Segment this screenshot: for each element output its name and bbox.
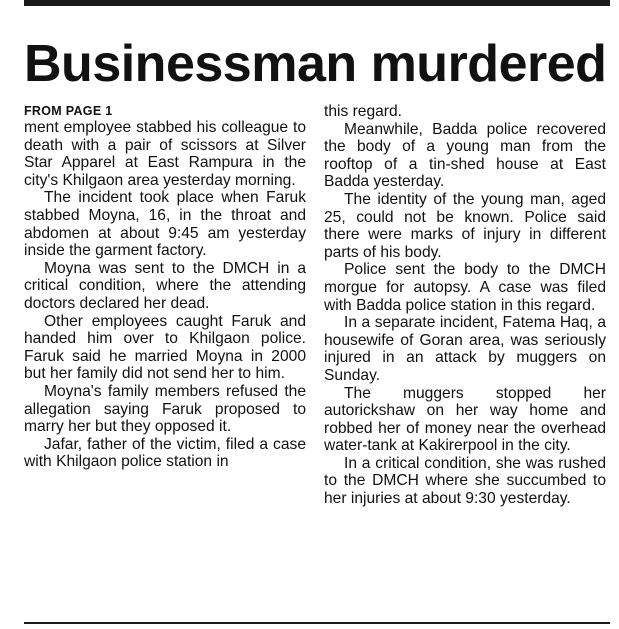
paragraph: The incident took place when Faruk stabbed Moyna, 16, in the throat and abdomen at about 9:45 am yesterday inside the garment factory. <box>24 189 306 260</box>
paragraph: The identity of the young man, aged 25, could not be known. Police said there were marks of injury in different parts of his body. <box>324 190 606 261</box>
paragraph: Jafar, father of the victim, filed a case with Khilgaon police station in <box>24 435 306 471</box>
paragraph: this regard. <box>324 103 403 120</box>
paragraph: Meanwhile, Badda police recovered the body of a young man from the rooftop of a tin-shed house at East Badda yesterday. <box>324 120 606 191</box>
article-column-left <box>24 103 306 471</box>
paragraph: Moyna was sent to the DMCH in a critical condition, where the attending doctors declared her dead. <box>24 259 306 312</box>
paragraph: Police sent the body to the DMCH morgue for autopsy. A case was filed with Badda police station in this regard. <box>324 261 606 314</box>
continuation-kicker: FROM PAGE 1 <box>24 104 113 118</box>
article-headline: Businessman murdered <box>24 35 607 93</box>
bottom-rule <box>24 622 610 624</box>
paragraph: The muggers stopped her autorickshaw on her way home and robbed her of money near the overhead water-tank at Kakirerpool in the city. <box>324 384 606 455</box>
paragraph: In a critical condition, she was rushed to the DMCH where she succumbed to her injuries at about 9:30 yesterday. <box>324 454 606 508</box>
paragraph: ment employee stabbed his colleague to death with a pair of scissors at Silver Star Apparel at East Rampura in the city's Khilgaon area yesterday morning. <box>24 119 306 189</box>
top-rule <box>24 0 610 6</box>
paragraph: Moyna's family members refused the allegation saying Faruk proposed to marry her but they opposed it. <box>24 382 306 436</box>
article-column-right <box>324 103 606 508</box>
paragraph: In a separate incident, Fatema Haq, a housewife of Goran area, was seriously injured in an attack by muggers on Sunday. <box>324 314 606 384</box>
paragraph: Other employees caught Faruk and handed him over to Khilgaon police. Faruk said he married Moyna in 2000 but her family did not send her to him. <box>24 312 306 383</box>
